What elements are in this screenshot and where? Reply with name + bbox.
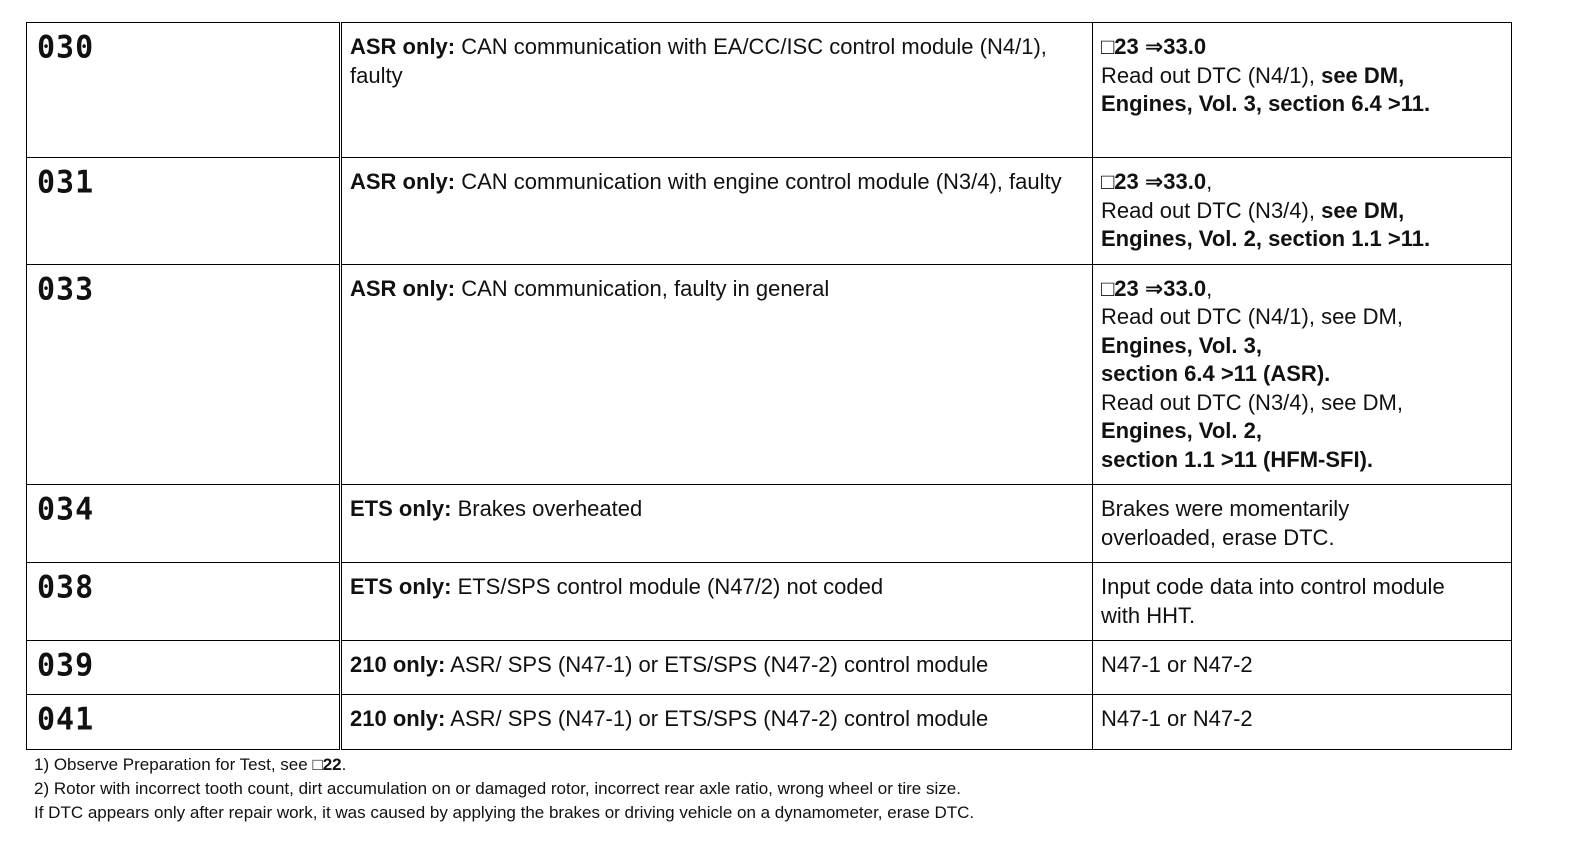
description-qualifier: 210 only: xyxy=(350,652,446,677)
description-text: CAN communication, faulty in general xyxy=(455,275,830,301)
table-row xyxy=(27,695,1512,750)
table-row xyxy=(27,158,1512,265)
remedy-line xyxy=(1101,602,1503,631)
dtc-code: 031 xyxy=(37,164,95,201)
dtc-code-cell xyxy=(27,23,341,158)
remedy-text: , xyxy=(1206,275,1213,301)
remedy-text: with HHT. xyxy=(1101,602,1196,628)
dtc-code-cell xyxy=(27,641,341,695)
dtc-description xyxy=(341,485,1093,563)
dtc-code: 034 xyxy=(37,491,95,528)
remedy-line xyxy=(1101,332,1503,361)
remedy-text: Read out DTC (N4/1), see DM, xyxy=(1101,304,1403,329)
remedy-text: Input code data into control module xyxy=(1101,574,1445,599)
dtc-table xyxy=(26,22,1512,750)
dtc-remedy xyxy=(1093,695,1512,750)
description-text: ASR/ SPS (N47-1) or ETS/SPS (N47-2) control module xyxy=(445,652,989,677)
remedy-line xyxy=(1101,446,1503,475)
footnotes xyxy=(34,753,974,825)
dtc-code: 039 xyxy=(37,647,95,684)
dtc-remedy xyxy=(1093,264,1512,485)
remedy-text: see DM, xyxy=(1321,62,1405,88)
remedy-line xyxy=(1101,360,1503,389)
footnote-1-end: . xyxy=(341,755,347,774)
dtc-description xyxy=(341,563,1093,641)
remedy-line xyxy=(1101,62,1503,91)
dtc-description xyxy=(341,158,1093,265)
description-qualifier: ASR only: xyxy=(350,275,456,301)
dtc-description xyxy=(341,695,1093,750)
description-qualifier: ETS only: xyxy=(350,496,452,521)
remedy-text: Brakes were momentarily xyxy=(1101,496,1350,521)
remedy-text: Engines, Vol. 3, section 6.4 >11. xyxy=(1101,91,1431,116)
remedy-text: Read out DTC (N3/4), xyxy=(1101,197,1322,223)
remedy-text: see DM, xyxy=(1321,197,1405,223)
dtc-code-cell xyxy=(27,695,341,750)
table-row xyxy=(27,485,1512,563)
remedy-line xyxy=(1101,417,1503,446)
remedy-line xyxy=(1101,389,1503,418)
dtc-remedy xyxy=(1093,158,1512,265)
dtc-code: 038 xyxy=(37,569,95,606)
remedy-text: N47-1 or N47-2 xyxy=(1101,706,1253,731)
dtc-code-cell xyxy=(27,158,341,265)
remedy-text: , xyxy=(1206,169,1213,194)
remedy-text: Read out DTC (N4/1), xyxy=(1101,62,1322,88)
description-qualifier: ASR only: xyxy=(350,34,456,59)
dtc-remedy xyxy=(1093,23,1512,158)
dtc-table-body xyxy=(27,23,1512,750)
dtc-description xyxy=(341,23,1093,158)
remedy-text: Engines, Vol. 2, section 1.1 >11. xyxy=(1101,226,1431,251)
dtc-code: 033 xyxy=(37,270,95,308)
remedy-text: section 1.1 >11 (HFM-SFI). xyxy=(1101,446,1374,472)
description-text: Brakes overheated xyxy=(451,496,643,521)
remedy-text: □23 ⇒33.0 xyxy=(1101,275,1207,301)
remedy-text: overloaded, erase DTC. xyxy=(1101,524,1335,550)
footnote-2: 2) Rotor with incorrect tooth count, dirt accumulation on or damaged rotor, incorrect rear axle ratio, wrong wheel or tire size. xyxy=(34,779,961,798)
footnote-3: If DTC appears only after repair work, it was caused by applying the brakes or driving vehicle on a dynamometer, erase DTC. xyxy=(34,803,975,822)
description-text: ASR/ SPS (N47-1) or ETS/SPS (N47-2) control module xyxy=(445,706,989,731)
table-row xyxy=(27,23,1512,158)
dtc-code: 041 xyxy=(37,701,95,738)
footnote-1-text: 1) Observe Preparation for Test, see xyxy=(34,755,313,774)
remedy-line xyxy=(1101,90,1503,119)
dtc-remedy xyxy=(1093,563,1512,641)
remedy-line xyxy=(1101,168,1503,197)
dtc-code: 030 xyxy=(37,29,95,66)
description-qualifier: ETS only: xyxy=(350,574,452,599)
dtc-remedy xyxy=(1093,485,1512,563)
footnote-1-reference: □22 xyxy=(312,755,342,774)
footnote-1 xyxy=(34,753,974,777)
table-row xyxy=(27,264,1512,485)
table-row xyxy=(27,563,1512,641)
remedy-line xyxy=(1101,495,1503,524)
description-text: CAN communication with EA/CC/ISC control module (N4/1), faulty xyxy=(350,34,1047,88)
remedy-text: Read out DTC (N3/4), see DM, xyxy=(1101,389,1403,415)
table-row xyxy=(27,641,1512,695)
dtc-description xyxy=(341,641,1093,695)
remedy-line xyxy=(1101,225,1503,254)
dtc-remedy xyxy=(1093,641,1512,695)
dtc-code-cell xyxy=(27,485,341,563)
remedy-line xyxy=(1101,573,1503,602)
remedy-line xyxy=(1101,651,1503,680)
remedy-line xyxy=(1101,197,1503,226)
dtc-code-cell xyxy=(27,264,341,485)
description-qualifier: 210 only: xyxy=(350,706,446,731)
remedy-text: section 6.4 >11 (ASR). xyxy=(1101,361,1331,386)
remedy-line xyxy=(1101,524,1503,553)
dtc-code-cell xyxy=(27,563,341,641)
description-qualifier: ASR only: xyxy=(350,169,456,194)
remedy-text: □23 ⇒33.0 xyxy=(1101,169,1207,194)
remedy-text: Engines, Vol. 3, xyxy=(1101,332,1262,358)
remedy-line xyxy=(1101,33,1503,62)
remedy-line xyxy=(1101,275,1503,304)
remedy-line xyxy=(1101,303,1503,332)
description-text: CAN communication with engine control module (N3/4), faulty xyxy=(455,169,1062,194)
dtc-description xyxy=(341,264,1093,485)
description-text: ETS/SPS control module (N47/2) not coded xyxy=(451,574,884,599)
remedy-line xyxy=(1101,705,1503,734)
remedy-text: N47-1 or N47-2 xyxy=(1101,652,1253,677)
remedy-text: □23 ⇒33.0 xyxy=(1101,34,1207,59)
remedy-text: Engines, Vol. 2, xyxy=(1101,418,1262,443)
